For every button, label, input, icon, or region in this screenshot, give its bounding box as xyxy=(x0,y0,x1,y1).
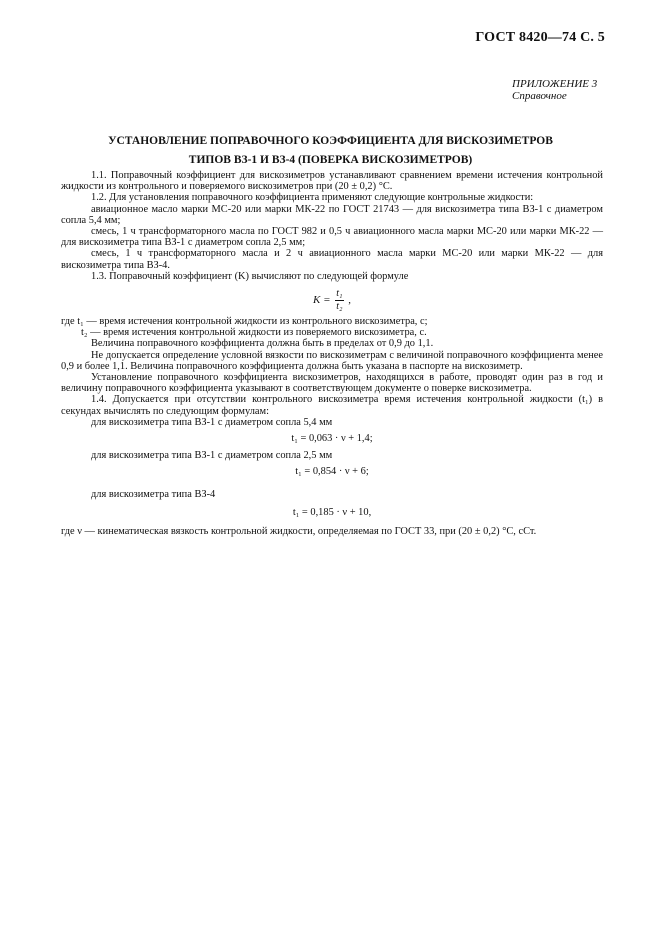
liquid-item-2: смесь, 1 ч трансформаторного масла по ГОСТ 982 и 0,5 ч авиационного масла марки МС-20 или марки МК-22 — для вискозиметра типа ВЗ-1 с диаметром сопла 2,5 мм; xyxy=(61,226,603,249)
paragraph-1-3-intro: 1.3. Поправочный коэффициент (K) вычисляют по следующей формуле xyxy=(91,270,409,282)
liquid-item-1: авиационное масло марки МС-20 или марки МК-22 по ГОСТ 21743 — для вискозиметра типа ВЗ-1 с диаметром сопла 5,4 мм; xyxy=(61,203,603,226)
case1-formula: t₁ = 0,063 · ν + 1,4; xyxy=(291,433,373,445)
where-t1: где t₁ — время истечения контрольной жидкости из контрольного вискозиметра, с; xyxy=(61,316,428,328)
case2-formula-row xyxy=(61,461,603,485)
case3-formula-row xyxy=(61,500,603,524)
title-line-1: УСТАНОВЛЕНИЕ ПОПРАВОЧНОГО КОЭФФИЦИЕНТА ДЛЯ ВИСКОЗИМЕТРОВ xyxy=(108,135,553,147)
case2-formula: t₁ = 0,854 · ν + 6; xyxy=(295,466,369,478)
formula-k-block xyxy=(61,282,603,316)
appendix-label: ПРИЛОЖЕНИЕ 3 xyxy=(512,78,598,90)
section-title xyxy=(60,132,601,170)
document-body xyxy=(61,170,603,538)
page-header-doc-id: ГОСТ 8420—74 С. 5 xyxy=(475,30,605,45)
limits-text: Величина поправочного коэффициента должна быть в пределах от 0,9 до 1,1. xyxy=(91,338,434,350)
title-line-2: ТИПОВ ВЗ-1 И ВЗ-4 (ПОВЕРКА ВИСКОЗИМЕТРОВ) xyxy=(188,154,473,166)
annual-check-text: Установление поправочного коэффициента вискозиметров, находящихся в работе, проводят один раз в год и величину поправочного коэффициента указывают в соответствующем документе о поверке вискозиметра. xyxy=(61,372,603,395)
formula-k-denominator: t₂ xyxy=(336,301,343,313)
where-t2: t₂ — время истечения контрольной жидкости из поверяемого вискозиметра, с. xyxy=(81,327,427,339)
formula-k-lhs: K = xyxy=(312,294,331,307)
paragraph-1-1: 1.1. Поправочный коэффициент для вискозиметров устанавливают сравнением времени истечения контрольной жидкости из контрольного и поверяемого вискозиметров при (20 ± 0,2) °С. xyxy=(61,170,603,193)
where-nu: где ν — кинематическая вязкость контрольной жидкости, определяемая по ГОСТ 33, при (20 ± 0,2) °С, сСт. xyxy=(61,526,537,538)
case3-label: для вискозиметра типа ВЗ-4 xyxy=(91,489,216,501)
formula-k xyxy=(61,288,603,313)
formula-k-numerator: t₁ xyxy=(336,288,343,300)
case1-formula-row xyxy=(61,428,603,450)
liquid-item-3: смесь, 1 ч трансформаторного масла и 2 ч авиационного масла марки МС-20 или марки МК-22 — для вискозиметра типа ВЗ-4. xyxy=(61,248,603,271)
case1-label: для вискозиметра типа ВЗ-1 с диаметром сопла 5,4 мм xyxy=(91,416,333,428)
not-allowed-text: Не допускается определение условной вязкости по вискозиметрам с величиной поправочного коэффициента менее 0,9 и более 1,1. Величина поправочного коэффициента должна быть указана в паспорте на вискозиметр. xyxy=(61,349,603,372)
paragraph-1-4-intro: 1.4. Допускается при отсутствии контрольного вискозиметра время истечения контрольной жидкости (t₁) в секундах вычислять по следующим формулам: xyxy=(61,394,603,417)
case3-formula: t₁ = 0,185 · ν + 10, xyxy=(292,507,372,519)
appendix-type: Справочное xyxy=(512,90,567,102)
appendix-label-block xyxy=(512,78,597,102)
formula-k-tail: , xyxy=(348,294,352,307)
formula-k-fraction xyxy=(335,288,343,313)
case2-label: для вискозиметра типа ВЗ-1 с диаметром сопла 2,5 мм xyxy=(91,450,333,462)
paragraph-1-2-intro: 1.2. Для установления поправочного коэффициента применяют следующие контрольные жидкости: xyxy=(91,192,534,204)
